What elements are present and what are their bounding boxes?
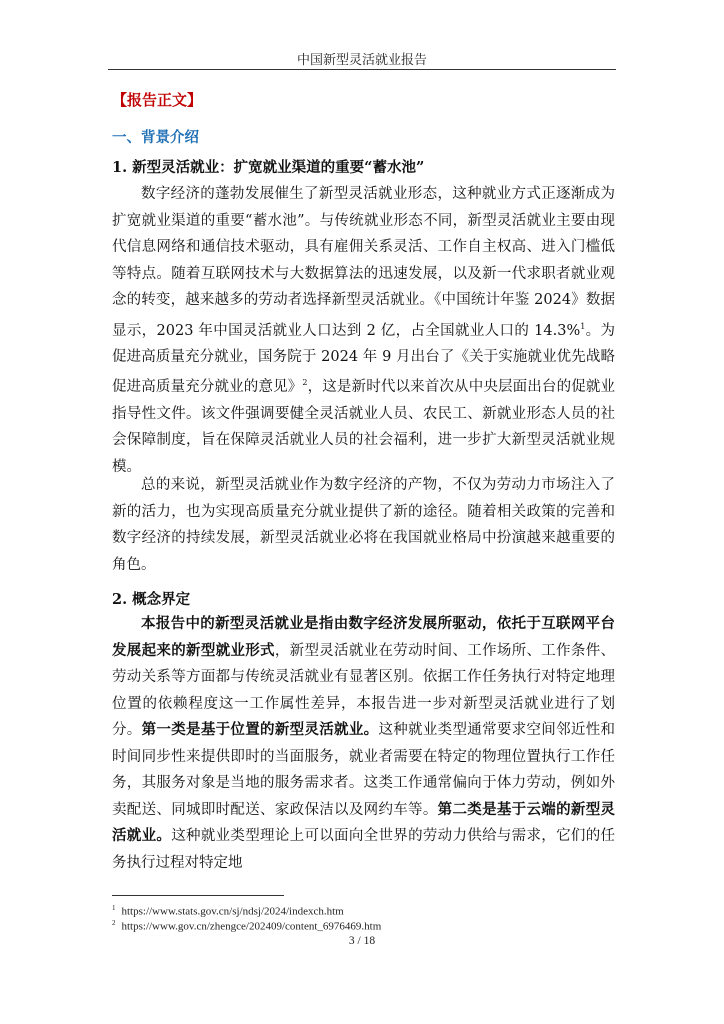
footnote-2-link[interactable]: https://www.gov.cn/zhengce/202409/content_6976469.htm: [121, 920, 382, 933]
footnote-2: [112, 919, 381, 933]
subsection-heading-1: 1. 新型灵活就业：扩宽就业渠道的重要“蓄水池”: [112, 159, 425, 176]
paragraph-1-text-c: ，这是新时代以来首次从中央层面出台的促就业指导性文件。该文件强调要健全灵活就业人员、农民工、新就业形态人员的社会保障制度，旨在保障灵活就业人员的社会福利，进一步扩大新型灵活就业规模。: [112, 379, 615, 475]
paragraph-3-text-b: 这种就业类型通常要求空间邻近性和时间同步性来提供即时的当面服务，就业者需要在特定的物理位置执行工作任务，其服务对象是当地的服务需求者。这类工作通常偏向于体力劳动，例如外卖配送、同城即时配送、家政保洁以及网约车等。: [112, 722, 616, 818]
paragraph-3-bold-a: 本报告中的新型灵活就业是指由数字经济发展所驱动，依托于互联网平台发展起来的新型就业形式: [112, 615, 615, 659]
footnote-1-number: 1: [112, 904, 116, 912]
paragraph-2: 总的来说，新型灵活就业作为数字经济的产物，不仅为劳动力市场注入了新的活力，也为实现高质量充分就业提供了新的途径。随着相关政策的完善和数字经济的持续发展，新型灵活就业必将在我国就业格局中扮演越来越重要的角色。: [112, 477, 615, 573]
paragraph-3: [112, 611, 615, 876]
paragraph-1-text-a: 数字经济的蓬勃发展催生了新型灵活就业形态，这种就业方式正逐渐成为扩宽就业渠道的重要“蓄水池”。与传统就业形态不同，新型灵活就业主要由现代信息网络和通信技术驱动，具有雇佣关系灵活、工作自主权高、进入门槛低等特点。随着互联网技术与大数据算法的迅速发展，以及新一代求职者就业观念的转变，越来越多的劳动者选择新型灵活就业。《中国统计年鉴 2024》数据显示，2023 年中国灵活就业人口达到 2 亿，占全国就业人口的 14.3%: [112, 186, 615, 339]
paragraph-1: [112, 181, 615, 480]
running-header: 中国新型灵活就业报告: [296, 53, 427, 68]
footnote-divider: [112, 895, 284, 896]
page-number: 3 / 18: [348, 935, 376, 947]
subsection-heading-2: 2. 概念界定: [112, 591, 191, 608]
footnote-2-number: 2: [112, 919, 116, 927]
footnote-ref-2[interactable]: 2: [302, 378, 308, 388]
paragraph-3-text-a: ，新型灵活就业在劳动时间、工作场所、工作条件、劳动关系等方面都与传统灵活就业有显著区别。依据工作任务执行对特定地理位置的依赖程度这一工作属性差异，本报告进一步对新型灵活就业进行了划分。: [112, 642, 616, 738]
footnote-1-link[interactable]: https://www.stats.gov.cn/sj/ndsj/2024/indexch.htm: [121, 905, 344, 918]
footnote-ref-1[interactable]: 1: [580, 321, 586, 331]
paragraph-1-text-b: 。为促进高质量充分就业，国务院于 2024 年 9 月出台了《关于实施就业优先战略促进高质量充分就业的意见》: [112, 322, 616, 396]
paragraph-3-bold-c: 第二类是基于云端的新型灵活就业。: [112, 800, 616, 844]
report-body-label: 【报告正文】: [112, 91, 203, 109]
paragraph-3-bold-b: 第一类是基于位置的新型灵活就业。: [141, 721, 379, 738]
section-heading-background: 一、背景介绍: [112, 129, 199, 146]
footnote-1: [112, 904, 344, 918]
paragraph-3-text-c: 这种就业类型理论上可以面向全世界的劳动力供给与需求，它们的任务执行过程对特定地: [112, 828, 616, 871]
header-divider: [108, 69, 616, 70]
